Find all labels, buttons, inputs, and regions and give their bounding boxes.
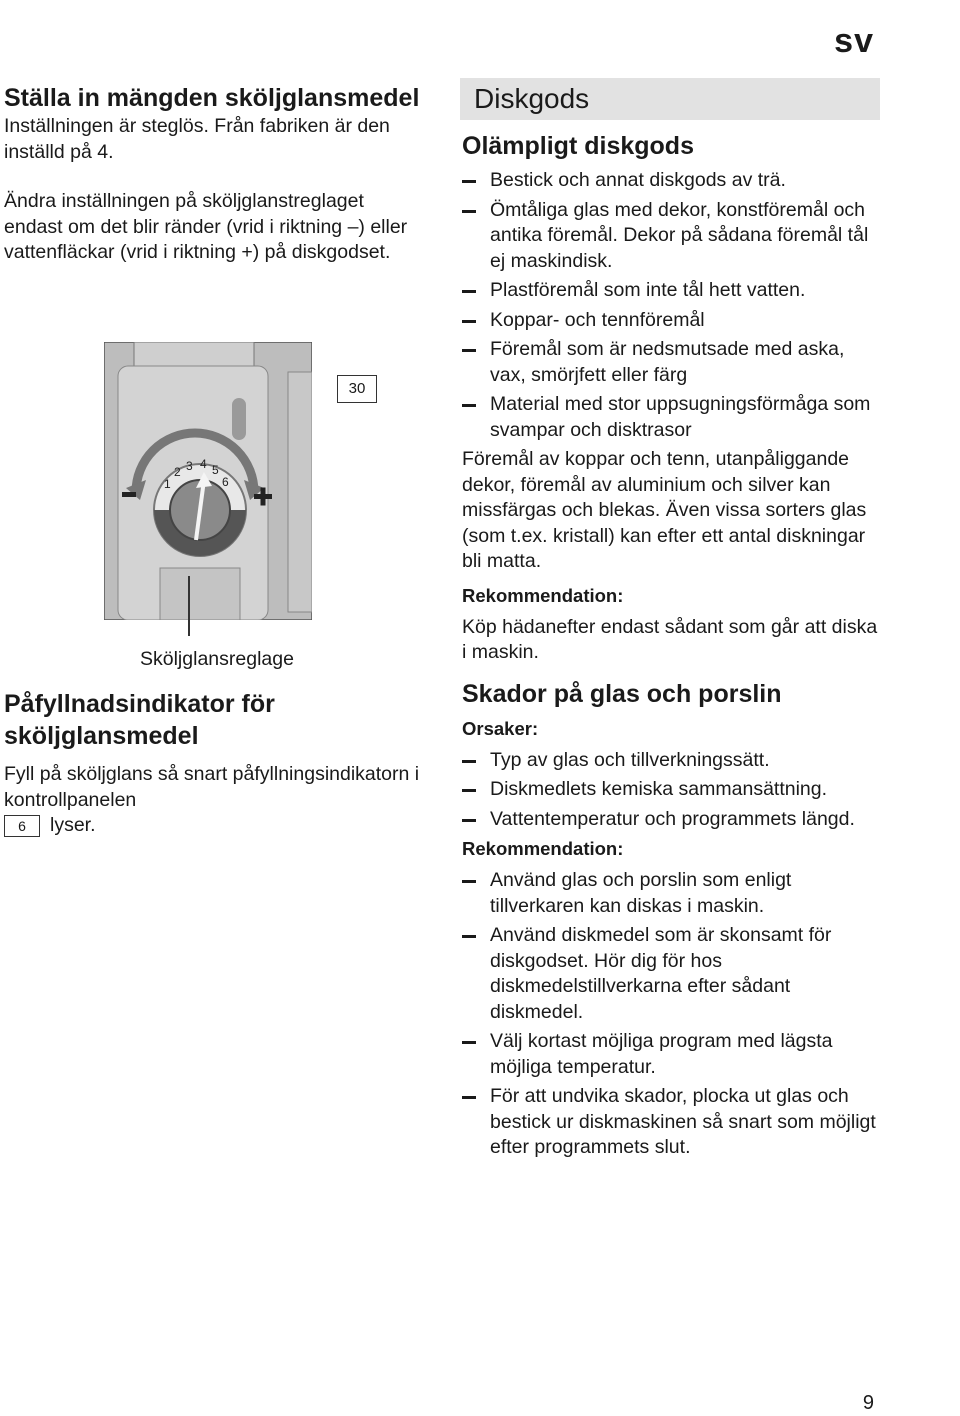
refill-indicator-title: Påfyllnadsindikator för sköljglansmedel: [4, 690, 275, 750]
page-number: 9: [862, 1392, 874, 1414]
causes-list: [462, 748, 882, 833]
recommendation-label: Rekommendation:: [462, 584, 624, 606]
list-item: Diskmedlets kemiska sammansättning.: [462, 777, 882, 803]
damage-heading: Skador på glas och porslin: [462, 679, 782, 708]
unsuitable-heading: Olämpligt diskgods: [462, 132, 694, 160]
refill-indicator-text: Fyll på sköljglans så snart påfyllningsindikatorn i kontrollpanelen 6 lyser.: [4, 763, 420, 836]
rinse-aid-title: Ställa in mängden sköljglansmedel: [4, 84, 420, 112]
language-code: sv: [834, 22, 874, 60]
dial-number-2: 2: [174, 465, 181, 479]
recommendations-list: [462, 868, 882, 1161]
list-item: Plastföremål som inte tål hett vatten.: [462, 278, 882, 304]
list-item: Material med stor uppsugningsförmåga som svampar och disktrasor: [462, 392, 882, 443]
list-item: Koppar- och tennföremål: [462, 308, 882, 334]
discoloration-paragraph: Föremål av koppar och tenn, utanpåliggande dekor, föremål av aluminium och silver kan missfärgas och blekas. Även vissa sorters glas (som t.ex. kristall) kan efter ett antal diskningar bli matta.: [462, 448, 867, 572]
dishes-section: [462, 78, 882, 1165]
causes-label: Orsaker:: [462, 717, 539, 739]
indicator-number-box: 6: [4, 815, 40, 837]
recommendation-text: Köp hädanefter endast sådant som går att diska i maskin.: [462, 615, 878, 663]
list-item: Föremål som är nedsmutsade med aska, vax, smörjfett eller färg: [462, 337, 882, 388]
list-item: Bestick och annat diskgods av trä.: [462, 168, 882, 194]
list-item: För att undvika skador, plocka ut glas och bestick ur diskmaskinen så snart som möjligt efter programmets slut.: [462, 1084, 882, 1161]
dial-number-5: 5: [212, 463, 219, 477]
recommendation-label-2: Rekommendation:: [462, 838, 624, 859]
rinse-aid-section: [4, 82, 424, 266]
list-item: Ömtåliga glas med dekor, konstföremål och antika föremål. Dekor på sådana föremål tål ej maskindisk.: [462, 198, 882, 275]
list-item: Använd glas och porslin som enligt tillverkaren kan diskas i maskin.: [462, 868, 882, 919]
dial-illustration: [104, 342, 312, 620]
rinse-aid-intro: Inställningen är steglös. Från fabriken är den inställd på 4.: [4, 115, 390, 163]
section-title: Diskgods: [474, 83, 590, 114]
figure-reference-box: 30: [337, 375, 377, 403]
unsuitable-list: [462, 168, 882, 443]
rinse-aid-instructions: Ändra inställningen på sköljglanstreglaget endast om det blir ränder (vrid i riktning –) eller vattenfläckar (vrid i riktning +) på diskgodset.: [4, 190, 408, 263]
section-header-bar: [460, 78, 880, 120]
dial-number-4: 4: [200, 457, 207, 471]
list-item: Välj kortast möjliga program med lägsta möjliga temperatur.: [462, 1029, 882, 1080]
dial-number-3: 3: [186, 459, 193, 473]
list-item: Vattentemperatur och programmets längd.: [462, 807, 882, 833]
dial-number-6: 6: [222, 475, 229, 489]
figure-callout-label: Sköljglansreglage: [140, 648, 294, 670]
list-item: Typ av glas och tillverkningssätt.: [462, 748, 882, 774]
dial-number-1: 1: [164, 477, 171, 491]
refill-indicator-section: [4, 688, 424, 839]
list-item: Använd diskmedel som är skonsamt för diskgodset. Hör dig för hos diskmedelstillverkarna efter sådant diskmedel.: [462, 923, 882, 1025]
callout-line: [188, 576, 190, 636]
rinse-aid-dial-figure: [104, 342, 312, 620]
